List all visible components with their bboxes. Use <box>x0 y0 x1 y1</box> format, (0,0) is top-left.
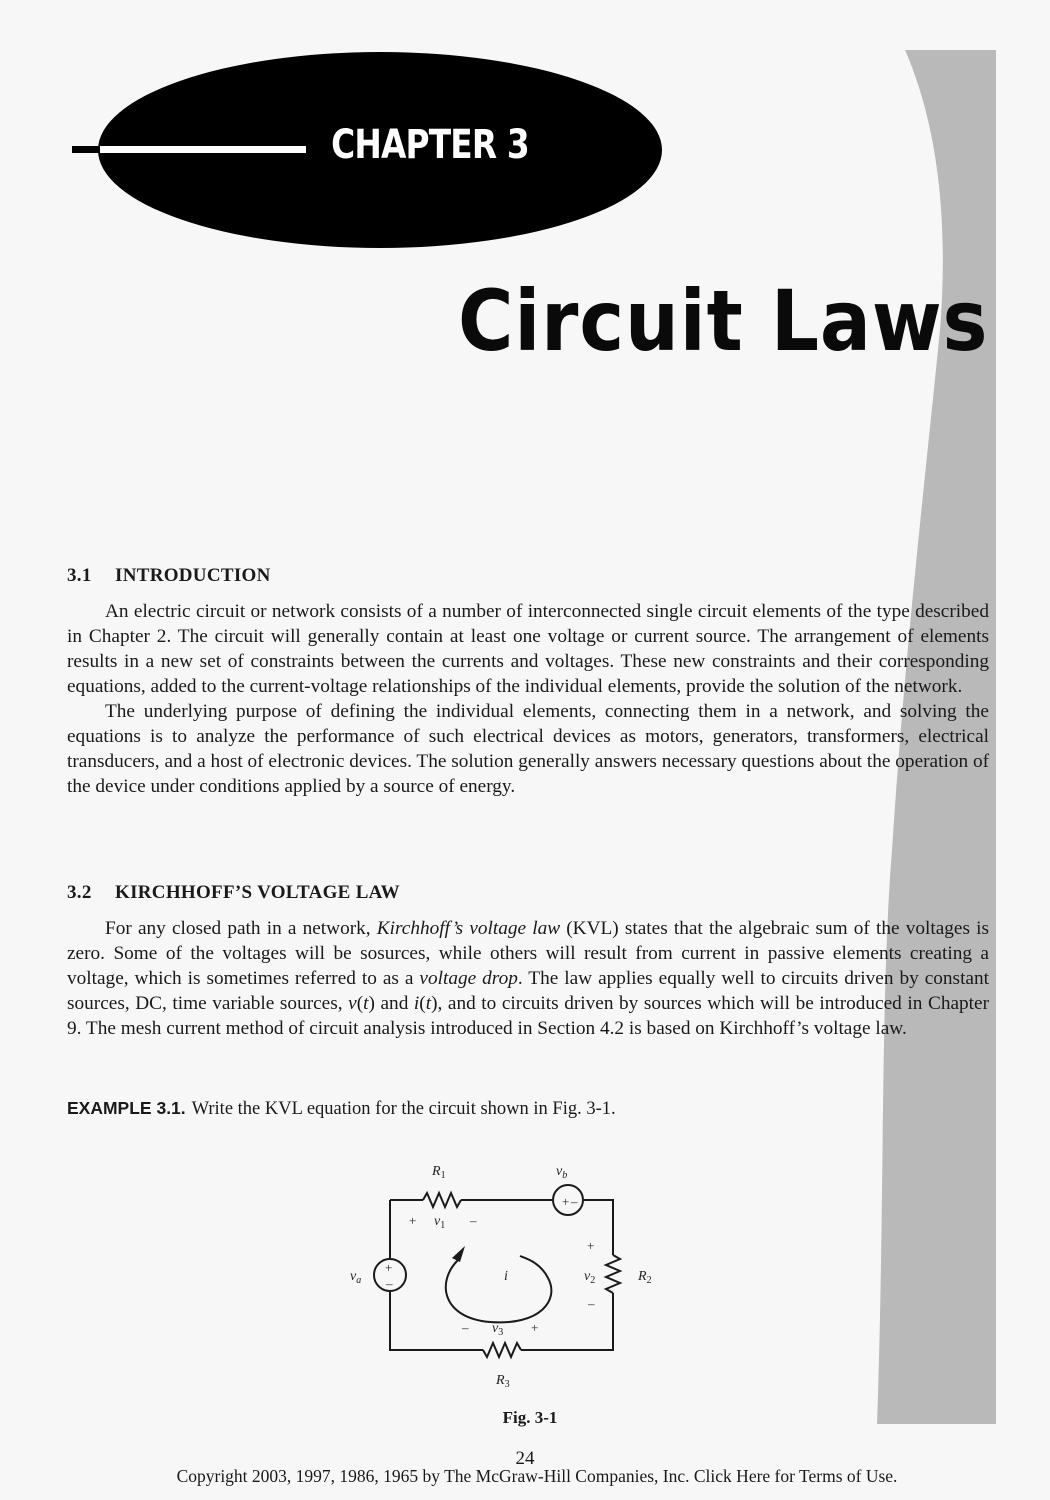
page-number: 24 <box>515 1448 535 1469</box>
v1-plus: + <box>409 1213 417 1228</box>
arrowhead <box>452 1246 465 1262</box>
va-plus: + <box>385 1260 393 1275</box>
label-v1: $v_1$ <box>434 1214 446 1231</box>
resistor-r1 <box>423 1193 461 1207</box>
v3-minus: – <box>462 1320 469 1335</box>
v2-minus: – <box>588 1296 595 1311</box>
section-title: INTRODUCTION <box>115 565 271 586</box>
figure-caption: Fig. 3-1 <box>502 1408 558 1427</box>
label-v2: $v_2$ <box>584 1269 596 1286</box>
v3-plus: + <box>531 1320 539 1335</box>
label-r1: $R_1$ <box>432 1164 446 1181</box>
section-number: 3.2 <box>67 882 92 903</box>
wire <box>390 1292 483 1350</box>
resistor-r2 <box>606 1255 620 1293</box>
label-i: i <box>504 1269 508 1284</box>
resistor-r3 <box>483 1343 521 1357</box>
label-r3: $R_3$ <box>496 1373 510 1390</box>
v1-minus: – <box>470 1213 477 1228</box>
copyright-notice[interactable]: Copyright 2003, 1997, 1986, 1965 by The McGraw-Hill Companies, Inc. Click Here for Terms of Use. <box>176 1466 898 1486</box>
paragraph: The underlying purpose of defining the individual elements, connecting them in a network, and solving the equations is to analyze the performance of such electrical devices as motors, generators, transformers, electrical transducers, and a host of electronic devices. The solution generally answers necessary questions about the operation of the device under conditions applied by a source of energy. <box>67 701 989 797</box>
section-title: KIRCHHOFF’S VOLTAGE LAW <box>115 882 400 903</box>
mesh-current-arrow <box>446 1256 552 1322</box>
label-r2: $R_2$ <box>638 1269 652 1286</box>
label-v3: $v_3$ <box>492 1321 504 1338</box>
v2-plus: + <box>587 1238 595 1253</box>
va-minus: – <box>386 1276 393 1291</box>
section-number: 3.1 <box>67 565 92 586</box>
chapter-label: CHAPTER 3 <box>331 122 529 168</box>
label-va: $v_a$ <box>350 1269 362 1286</box>
term-voltage-drop: voltage drop <box>419 968 518 989</box>
vb-plus: + <box>562 1194 570 1209</box>
example-text: Write the KVL equation for the circuit shown in Fig. 3-1. <box>191 1099 616 1119</box>
example-label: EXAMPLE 3.1. <box>67 1098 186 1118</box>
label-vb: $v_b$ <box>556 1164 568 1181</box>
chapter-title: Circuit Laws <box>457 272 988 370</box>
paragraph: For any closed path in a network, Kirchhoff’s voltage law (KVL) states that the algebraic sum of the voltages is zero. Some of the voltages will be sosurces, while others will result from current in passive elements creating a voltage, which is sometimes referred to as a voltage drop. The law applies equally well to circuits driven by constant sources, DC, time variable sources, v(t) and i(t), and to circuits driven by sources which will be introduced in Chapter 9. The mesh current method of circuit analysis introduced in Section 4.2 is based on Kirchhoff’s voltage law. <box>67 918 989 1039</box>
paragraph: An electric circuit or network consists of a number of interconnected single circuit elements of the type described in Chapter 2. The circuit will generally contain at least one voltage or current source. The arrangement of elements results in a new set of constraints between the currents and voltages. These new constraints and their corresponding equations, added to the current-voltage relationships of the individual elements, provide the solution of the network. <box>67 601 989 697</box>
vb-minus: – <box>571 1194 578 1209</box>
term-kvl: Kirchhoff’s voltage law <box>376 918 561 939</box>
